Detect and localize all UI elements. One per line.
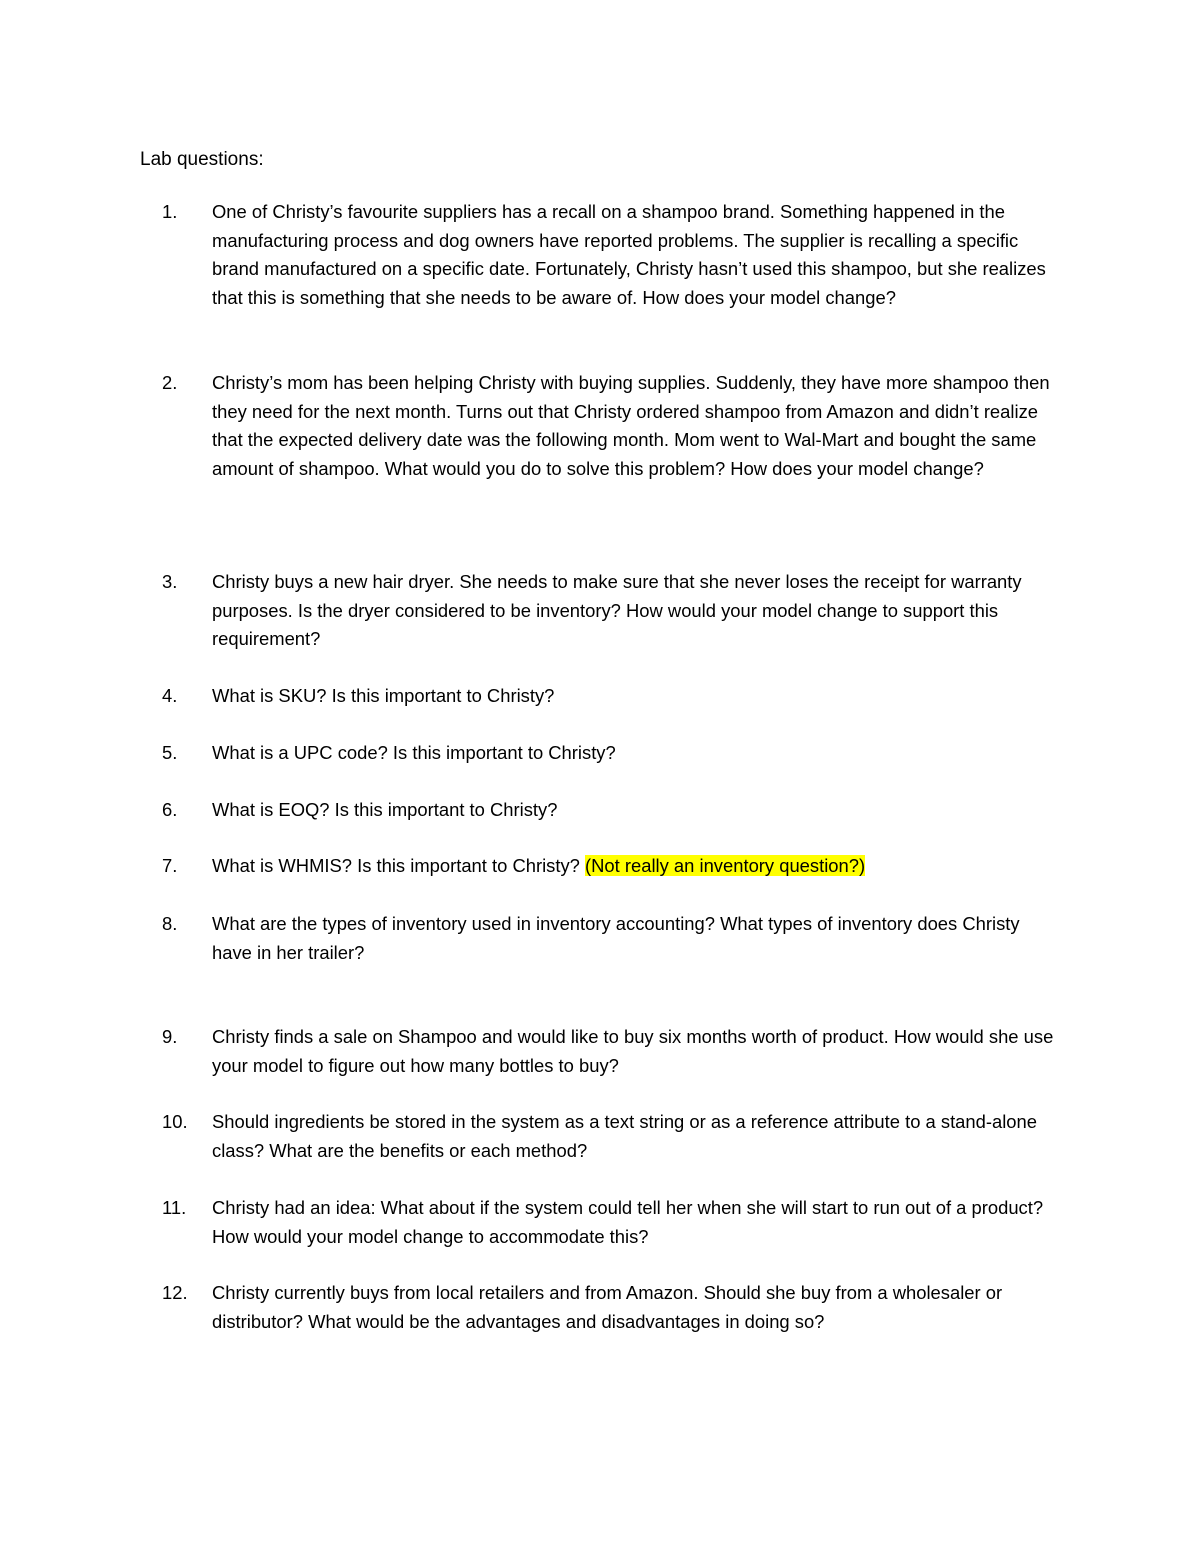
question-number: 2. <box>162 372 178 393</box>
question-number: 6. <box>162 799 178 820</box>
question-number: 10. <box>162 1111 188 1132</box>
question-text: What is EOQ? Is this important to Christy? <box>212 799 558 820</box>
question-number: 12. <box>162 1282 188 1303</box>
question-number: 4. <box>162 685 178 706</box>
question-3 <box>140 568 1060 654</box>
question-5 <box>140 739 1060 768</box>
question-number: 1. <box>162 201 178 222</box>
question-text: Christy buys a new hair dryer. She needs to make sure that she never loses the receipt for warranty purposes. Is the dryer considered to be inventory? How would your model change to support this requirement? <box>212 571 1022 650</box>
question-text: Christy finds a sale on Shampoo and would like to buy six months worth of product. How would she use your model to figure out how many bottles to buy? <box>212 1026 1054 1076</box>
question-text: Christy’s mom has been helping Christy with buying supplies. Suddenly, they have more shampoo then they need for the next month. Turns out that Christy ordered shampoo from Amazon and didn’t realize that the expected delivery date was the following month. Mom went to Wal-Mart and bought the same amount of shampoo. What would you do to solve this problem? How does your model change? <box>212 372 1050 479</box>
highlighted-comment: (Not really an inventory question?) <box>585 855 866 876</box>
question-text-main: What is WHMIS? Is this important to Christy? <box>212 855 586 876</box>
question-number: 7. <box>162 855 178 876</box>
question-7 <box>140 852 1060 881</box>
question-12 <box>140 1279 1060 1336</box>
question-text: What is a UPC code? Is this important to Christy? <box>212 742 616 763</box>
question-2 <box>140 369 1060 483</box>
question-text: What are the types of inventory used in inventory accounting? What types of inventory does Christy have in her trailer? <box>212 913 1020 963</box>
question-text <box>212 852 1060 881</box>
question-6 <box>140 796 1060 825</box>
question-4 <box>140 682 1060 711</box>
question-text: Christy had an idea: What about if the system could tell her when she will start to run out of a product? How would your model change to accommodate this? <box>212 1197 1044 1247</box>
question-text: Christy currently buys from local retailers and from Amazon. Should she buy from a wholesaler or distributor? What would be the advantages and disadvantages in doing so? <box>212 1282 1003 1332</box>
question-1 <box>140 198 1060 312</box>
question-11 <box>140 1194 1060 1251</box>
question-number: 3. <box>162 571 178 592</box>
question-number: 11. <box>162 1197 187 1218</box>
question-8 <box>140 910 1060 967</box>
question-text: Should ingredients be stored in the system as a text string or as a reference attribute to a stand-alone class? What are the benefits or each method? <box>212 1111 1037 1161</box>
question-number: 5. <box>162 742 178 763</box>
question-text: What is SKU? Is this important to Christy? <box>212 685 555 706</box>
question-10 <box>140 1108 1060 1165</box>
document-heading: Lab questions: <box>140 149 264 170</box>
question-number: 8. <box>162 913 178 934</box>
question-number: 9. <box>162 1026 178 1047</box>
question-text: One of Christy’s favourite suppliers has a recall on a shampoo brand. Something happened in the manufacturing process and dog owners have reported problems. The supplier is recalling a specific brand manufactured on a specific date. Fortunately, Christy hasn’t used this shampoo, but she realizes that this is something that she needs to be aware of. How does your model change? <box>212 201 1046 308</box>
question-9 <box>140 1023 1060 1080</box>
